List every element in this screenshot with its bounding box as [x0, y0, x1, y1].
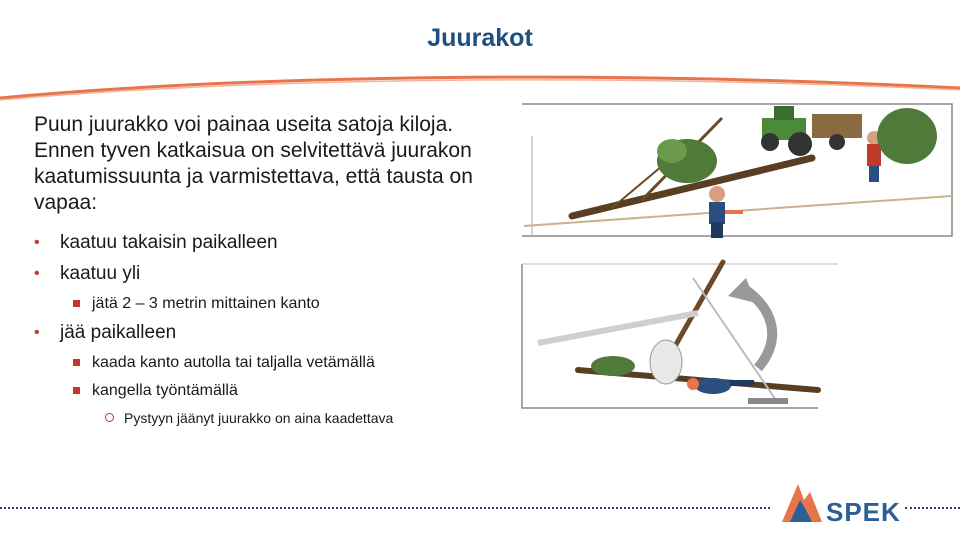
bullet-dot-icon: •	[34, 265, 40, 282]
illustration-stump-pulled-by-tractor	[512, 96, 960, 248]
footer-divider	[0, 507, 770, 509]
footer-divider	[905, 507, 960, 509]
bullet-list	[34, 232, 504, 435]
list-item: • kaatuu takaisin paikalleen	[34, 232, 278, 253]
bullet-square-icon	[73, 300, 80, 307]
list-item: jätä 2 – 3 metrin mittainen kanto	[34, 294, 504, 314]
spek-flame-icon	[776, 480, 826, 526]
list-item: • jää paikalleen	[34, 322, 177, 343]
bullet-dot-icon: •	[34, 324, 40, 341]
spek-logo-text: SPEK	[826, 497, 901, 527]
list-item: Pystyyn jäänyt juurakko on aina kaadettava	[34, 409, 504, 427]
bullet-dot-icon: •	[34, 234, 40, 251]
bullet-square-icon	[73, 387, 80, 394]
bullet-square-icon	[73, 359, 80, 366]
list-item: kaada kanto autolla tai taljalla vetämällä	[34, 353, 504, 373]
bullet-circle-icon	[105, 413, 114, 422]
slide-title: Juurakot	[427, 24, 533, 52]
illustration-stump-falling-over	[518, 258, 848, 416]
intro-paragraph: Puun juurakko voi painaa useita satoja kiloja. Ennen tyven katkaisua on selvitettävä juurakon kaatumissuunta ja varmistettava, että tausta on vapaa:	[34, 113, 473, 214]
list-item: • kaatuu yli	[34, 263, 141, 284]
list-item: kangella työntämällä	[34, 381, 504, 401]
